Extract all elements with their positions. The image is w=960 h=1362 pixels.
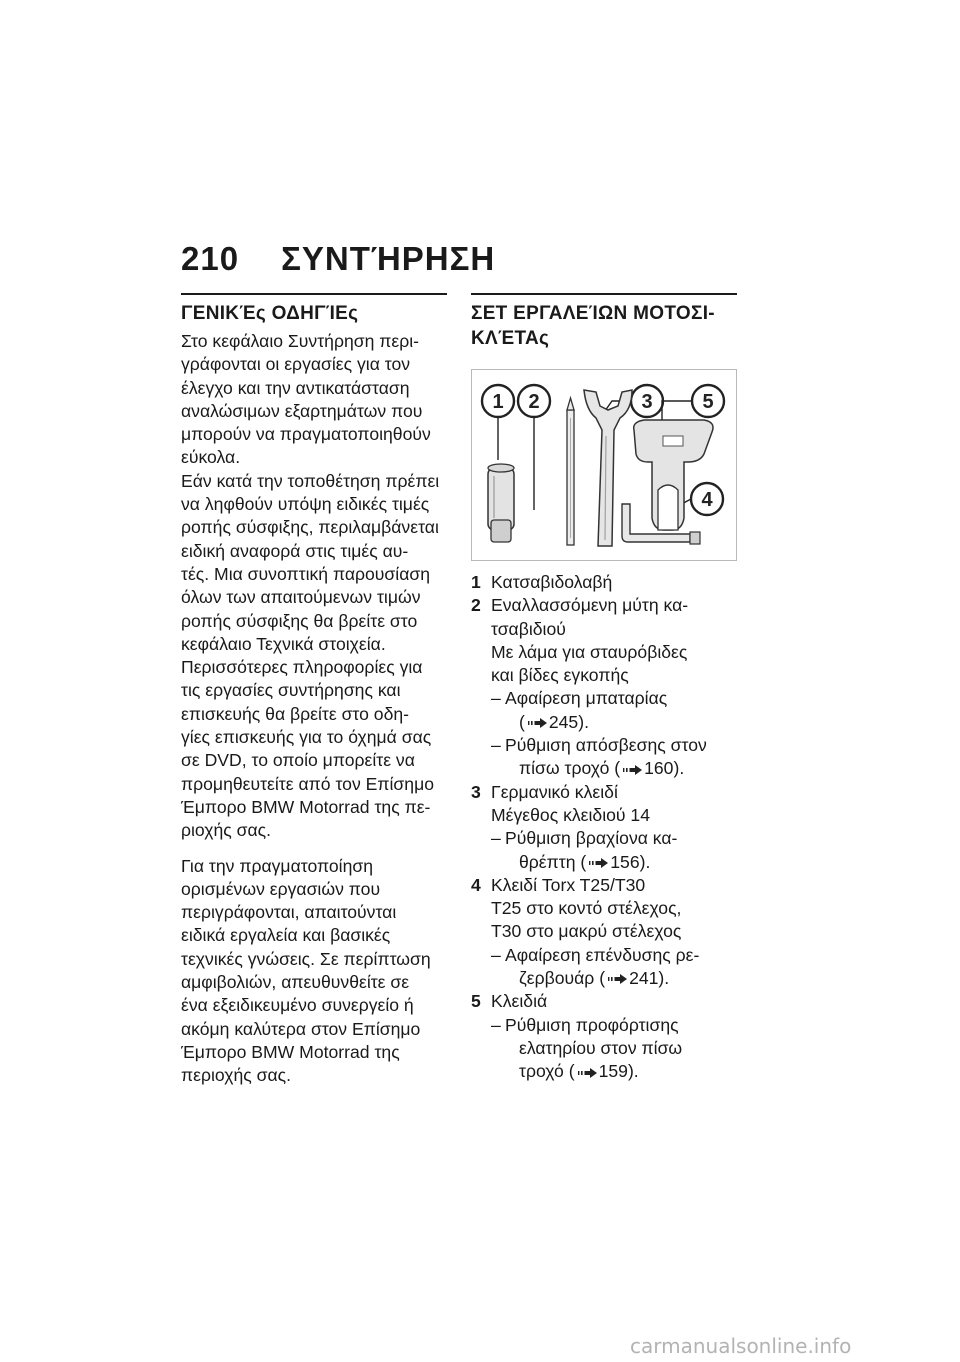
tool-description-line: Με λάμα για σταυρόβιδες <box>491 641 688 662</box>
procedure-reference <box>491 944 737 991</box>
text-line: τις εργασίες συντήρησης και <box>181 680 401 701</box>
tool-description-line: Γερμανικό κλειδί <box>491 781 618 802</box>
reference-prefix: ( <box>519 711 525 732</box>
bullet-dash: – <box>491 944 501 965</box>
tool-number: 4 <box>471 874 481 895</box>
right-column <box>471 293 737 1084</box>
page-reference-arrow-icon <box>575 1066 599 1080</box>
page-reference-arrow-icon <box>620 763 644 777</box>
text-line: όλων των απαιτούμενων τιμών <box>181 587 421 608</box>
reference-suffix: ). <box>673 758 685 779</box>
bullet-dash: – <box>491 735 501 756</box>
page-reference-arrow-icon <box>605 972 629 986</box>
text-line: κεφάλαιο Τεχνικά στοιχεία. <box>181 633 386 654</box>
page-reference[interactable] <box>505 967 737 990</box>
bullet-dash: – <box>491 828 501 849</box>
page-reference[interactable] <box>505 851 737 874</box>
text-line: ακόμη καλύτερα στον Επίσημο <box>181 1018 421 1039</box>
tool-description-line: Εναλλασσόμενη μύτη κα- <box>491 595 689 616</box>
tool-description-line: Μέγεθος κλειδιού 14 <box>491 804 650 825</box>
tool-description-line: και βίδες εγκοπής <box>491 665 629 686</box>
toolkit-drawing <box>472 370 736 560</box>
callout-label: 3 <box>641 391 653 413</box>
reference-suffix: ). <box>639 851 651 872</box>
tool-number: 5 <box>471 991 481 1012</box>
general-text <box>181 330 447 1088</box>
callout-label: 2 <box>528 391 540 413</box>
text-line: τές. Μια συνοπτική παρουσίαση <box>181 563 431 584</box>
tool-item <box>471 990 737 1013</box>
page-number: 210 <box>181 240 240 277</box>
bullet-dash: – <box>491 688 501 709</box>
page-reference[interactable] <box>505 1060 737 1083</box>
left-column <box>181 293 447 1088</box>
tool-number: 1 <box>471 572 481 592</box>
title-line: ΚΛΈΤΑς <box>471 328 550 349</box>
screwdriver-handle <box>488 464 514 542</box>
tool-list <box>471 571 737 1084</box>
page-reference[interactable] <box>505 757 737 780</box>
watermark: carmanualsonline.info <box>630 1334 852 1358</box>
reference-page-number: 245 <box>548 711 579 732</box>
text-line: εύκολα. <box>181 447 241 468</box>
procedure-reference <box>491 1014 737 1084</box>
text-line: να ληφθούν υπόψη ειδικές τιμές <box>181 494 430 515</box>
tool-description <box>491 781 737 828</box>
text-line: ροπής σύσφιξης θα βρείτε στο <box>181 610 418 631</box>
reference-page-number: 156 <box>610 851 640 872</box>
tool-number: 2 <box>471 595 481 616</box>
text-line: ριοχής σας. <box>181 820 272 841</box>
text-line: αμφιβολιών, απευθυνθείτε σε <box>181 972 410 993</box>
section-title-toolkit <box>471 301 737 351</box>
text-line: Εάν κατά την τοποθέτηση πρέπει <box>181 470 440 491</box>
reference-prefix: πίσω τροχό ( <box>519 758 621 779</box>
section-rule <box>471 293 737 295</box>
text-line: Για την πραγματοποίηση <box>181 855 373 876</box>
text-line: Έμπορο BMW Motorrad της πε- <box>181 796 431 817</box>
text-line: ροπής σύσφιξης, περιλαμβάνεται <box>181 517 439 538</box>
callout-label: 5 <box>702 391 714 413</box>
page-reference-arrow-icon <box>525 716 549 730</box>
procedure-title-continued: ελατηρίου στον πίσω <box>519 1037 683 1058</box>
bullet-dash: – <box>491 1014 501 1035</box>
text-line: περιοχής σας. <box>181 1065 291 1086</box>
tool-item <box>471 874 737 944</box>
text-line: επισκευής θα βρείτε στο οδη- <box>181 703 410 724</box>
text-line: έλεγχο και την αντικατάσταση <box>181 377 410 398</box>
tool-description-line: τσαβιδιού <box>491 618 566 639</box>
text-line: ειδικά εργαλεία και βασικές <box>181 925 391 946</box>
callout-label: 1 <box>492 391 504 413</box>
page-reference-arrow-icon <box>586 856 610 870</box>
tool-item <box>471 781 737 828</box>
reference-page-number: 159 <box>598 1061 628 1082</box>
text-line: γράφονται οι εργασίες για τον <box>181 354 411 375</box>
section-rule <box>181 293 447 295</box>
tool-description <box>491 874 737 944</box>
page-header <box>181 240 495 278</box>
reference-suffix: ). <box>658 968 670 989</box>
text-line: σε DVD, το οποίο μπορείτε να <box>181 750 415 771</box>
paragraph-2 <box>181 855 447 1088</box>
reference-page-number: 160 <box>644 758 674 779</box>
reference-page-number: 241 <box>629 968 659 989</box>
reference-prefix: ζερβουάρ ( <box>519 968 606 989</box>
tool-item <box>471 594 737 687</box>
chapter-title: ΣΥΝΤΉΡΗΣΗ <box>281 240 496 277</box>
screwdriver-bit <box>567 398 574 545</box>
reference-suffix: ). <box>578 711 589 732</box>
tool-description-line: Κλειδί Torx T25/T30 <box>491 874 646 895</box>
text-line: Περισσότερες πληροφορίες για <box>181 657 423 678</box>
tool-description-line: T30 στο μακρύ στέλεχος <box>491 921 682 942</box>
procedure-title: Ρύθμιση προφόρτισης <box>505 1014 679 1035</box>
text-line: τεχνικές γνώσεις. Σε περίπτωση <box>181 948 431 969</box>
text-line: ένα εξειδικευμένο συνεργείο ή <box>181 995 414 1016</box>
reference-prefix: θρέπτη ( <box>519 851 587 872</box>
text-line: ειδική αναφορά στις τιμές αυ- <box>181 540 409 561</box>
tool-description <box>491 990 737 1013</box>
tool-description <box>491 571 737 594</box>
procedure-reference <box>491 734 737 781</box>
procedure-title: Ρύθμιση απόσβεσης στον <box>505 735 707 756</box>
reference-prefix: τροχό ( <box>519 1061 575 1082</box>
procedure-reference <box>491 687 737 734</box>
procedure-title: Αφαίρεση μπαταρίας <box>505 688 668 709</box>
section-title-general: ΓΕΝΙΚΈς ΟΔΗΓΊΕς <box>181 303 359 324</box>
tool-description-line: T25 στο κοντό στέλεχος, <box>491 898 682 919</box>
tool-description-line: Κατσαβιδολαβή <box>491 572 613 592</box>
callout-label: 4 <box>701 489 713 511</box>
reference-suffix: ). <box>627 1061 639 1082</box>
text-line: ορισμένων εργασιών που <box>181 878 381 899</box>
text-line: Στο κεφάλαιο Συντήρηση περι- <box>181 331 420 351</box>
text-line: αναλώσιμων εξαρτημάτων που <box>181 400 423 421</box>
tool-description-line: Κλειδιά <box>491 991 548 1012</box>
text-line: γίες επισκευής για το όχημά σας <box>181 727 432 748</box>
tool-description <box>491 594 737 687</box>
text-line: Έμπορο BMW Motorrad της <box>181 1041 400 1062</box>
text-line: προμηθευτείτε από τον Επίσημο <box>181 773 434 794</box>
tool-item <box>471 571 737 594</box>
tool-number: 3 <box>471 781 481 802</box>
paragraph-1 <box>181 330 447 843</box>
text-line: μπορούν να πραγματοποιηθούν <box>181 424 431 445</box>
page-reference[interactable] <box>505 711 737 734</box>
title-line: ΣΕΤ ΕΡΓΑΛΕΊΩΝ ΜΟΤΟΣΙ- <box>471 303 715 324</box>
toolkit-illustration <box>471 369 737 561</box>
procedure-reference <box>491 827 737 874</box>
procedure-title: Ρύθμιση βραχίονα κα- <box>505 828 678 849</box>
text-line: περιγράφονται, απαιτούνται <box>181 902 397 923</box>
procedure-title: Αφαίρεση επένδυσης ρε- <box>505 944 700 965</box>
